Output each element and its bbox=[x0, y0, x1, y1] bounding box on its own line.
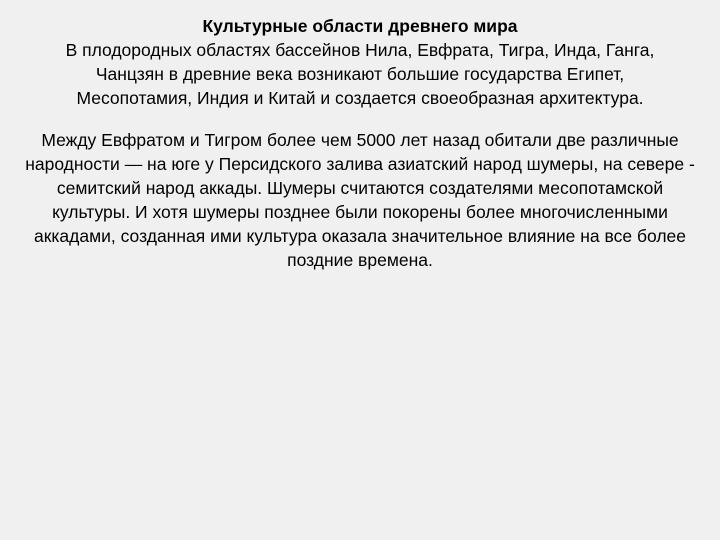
intro-paragraph: В плодородных областях бассейнов Нила, Евфрата, Тигра, Инда, Ганга, Чанцзян в древние века возникают большие государства Египет, Месопотамия, Индия и Китай и создается своеобразная архитектура. bbox=[65, 40, 655, 108]
mesopotamia-paragraph: Между Евфратом и Тигром более чем 5000 лет назад обитали две различные народности — на юге у Персидского залива азиатский народ шумеры, на севере - семитский народ аккады. Шумеры считаются создателями месопотамской культуры. И хотя шумеры позднее были покорены более многочисленными аккадами, созданная ими культура оказала значительное влияние на все более поздние времена. bbox=[25, 130, 695, 270]
slide-content bbox=[16, 14, 704, 272]
slide-title: Культурные области древнего мира bbox=[202, 16, 518, 36]
